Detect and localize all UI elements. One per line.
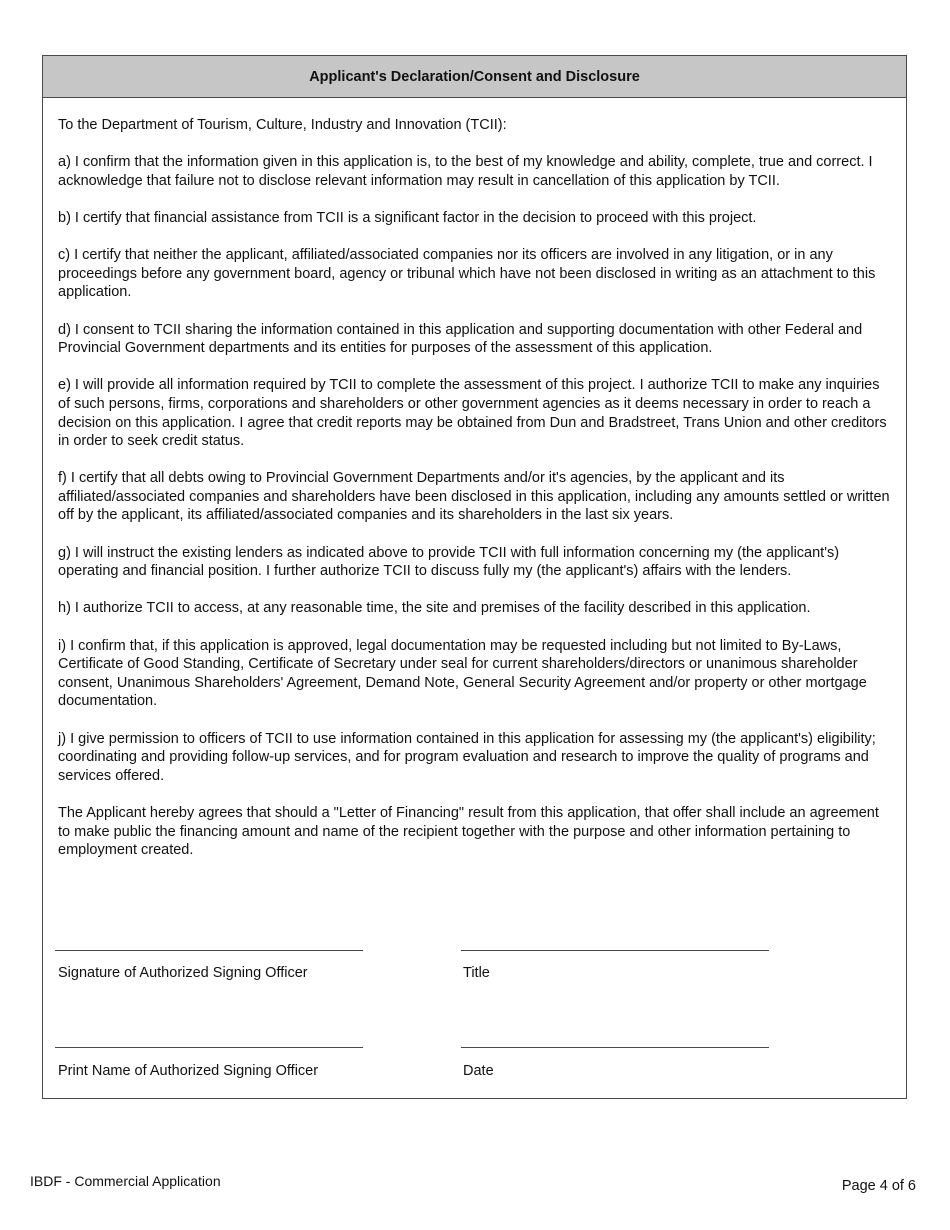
clause-c: c) I certify that neither the applicant, affiliated/associated companies nor its officers are involved in any litigation, or in any proceedings before any government board, agency or tribunal which have not been disclosed in writing as an attachment to this application. [58,247,876,301]
print-name-label: Print Name of Authorized Signing Officer [58,1063,319,1079]
footer-form-name: IBDF - Commercial Application [30,1173,221,1189]
footer-page-indicator: Page 4 of 6 [841,1178,916,1194]
declaration-form [42,55,907,1099]
signature-line[interactable] [55,950,363,951]
date-label: Date [463,1063,494,1079]
section-title: Applicant's Declaration/Consent and Disclosure [309,68,640,85]
clause-a: a) I confirm that the information given in this application is, to the best of my knowledge and ability, complete, true and correct. I acknowledge that failure not to disclose relevant information may result in cancellation of this application by TCII. [58,154,873,189]
title-line[interactable] [461,950,769,951]
title-label: Title [463,965,490,981]
clause-b: b) I certify that financial assistance from TCII is a significant factor in the decision to proceed with this project. [58,209,757,226]
intro-text: To the Department of Tourism, Culture, Industry and Innovation (TCII): [58,117,507,133]
section-header [43,56,906,98]
clause-i: i) I confirm that, if this application is approved, legal documentation may be requested including but not limited to By-Laws, Certificate of Good Standing, Certificate of Secretary under seal for current shareholders/directors or unanimous shareholder consent, Unanimous Shareholders' Agreement, Demand Note, General Security Agreement and/or property or other mortgage documentation. [58,637,867,710]
clause-h: h) I authorize TCII to access, at any reasonable time, the site and premises of the facility described in this application. [58,600,811,617]
date-line[interactable] [461,1047,769,1048]
clause-j: j) I give permission to officers of TCII to use information contained in this application for assessing my (the applicant's) eligibility; coordinating and providing follow-up services, and for program evaluation and research to improve the quality of programs and services offered. [58,730,876,784]
clause-e: e) I will provide all information required by TCII to complete the assessment of this project. I authorize TCII to make any inquiries of such persons, firms, corporations and shareholders or other government agencies as it deems necessary in order to reach a decision on this application. I agree that credit reports may be obtained from Dun and Bradstreet, Trans Union and other creditors in order to seek credit status. [58,377,887,450]
print-name-line[interactable] [55,1047,363,1048]
declaration-body [43,98,906,860]
signature-label: Signature of Authorized Signing Officer [58,965,308,981]
clause-f: f) I certify that all debts owing to Provincial Government Departments and/or it's agencies, by the applicant and its affiliated/associated companies and shareholders have been disclosed in this application, including any amounts settled or written off by the applicant, its affiliated/associated companies and its shareholders in the last six years. [58,470,890,524]
closing-statement: The Applicant hereby agrees that should a "Letter of Financing" result from this application, that offer shall include an agreement to make public the financing amount and name of the recipient together with the purpose and other information pertaining to employment created. [58,804,879,859]
clause-g: g) I will instruct the existing lenders as indicated above to provide TCII with full information concerning my (the applicant's) operating and financial position. I further authorize TCII to discuss fully my (the applicant's) affairs with the lenders. [58,544,840,580]
clause-d: d) I consent to TCII sharing the information contained in this application and supporting documentation with other Federal and Provincial Government departments and its entities for purposes of the assessment of this application. [58,321,863,357]
